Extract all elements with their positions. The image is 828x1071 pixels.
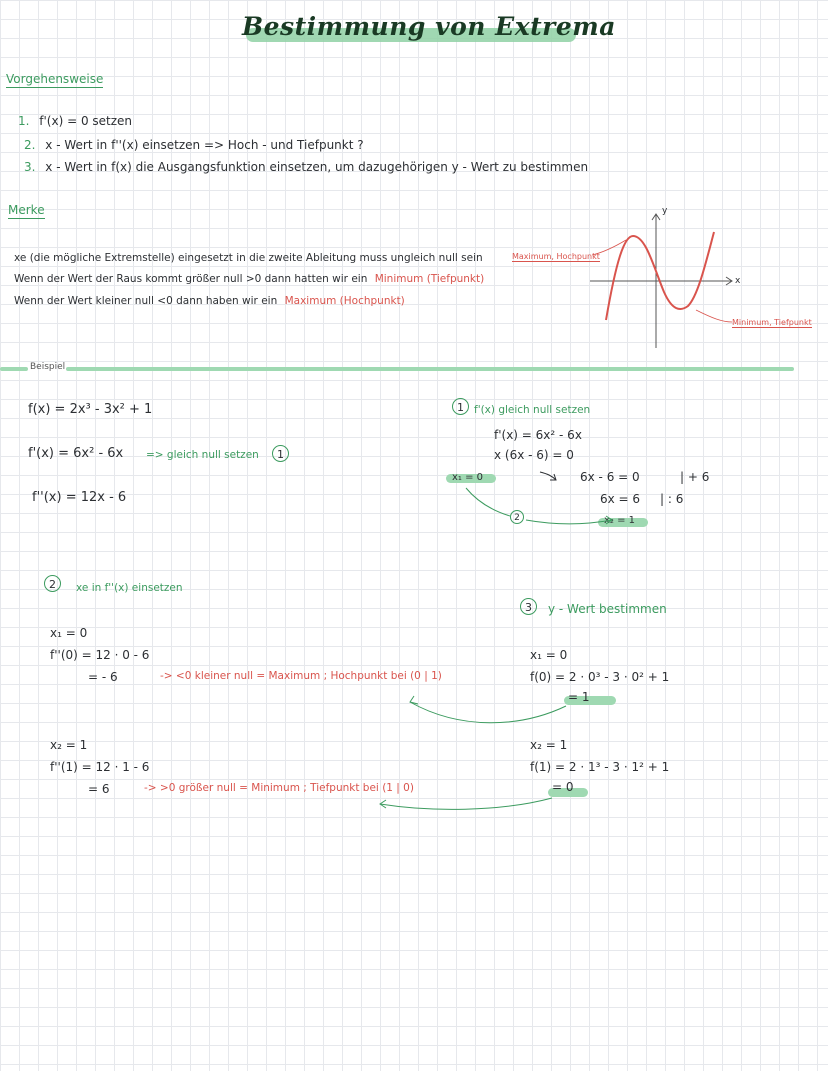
page-title: Bestimmung von Extrema — [242, 12, 616, 41]
function-f1: f'(x) = 6x² - 6x — [28, 446, 124, 461]
step2-b2: f''(1) = 12 · 1 - 6 — [50, 760, 150, 774]
step-2-num: 2. — [24, 138, 36, 152]
graph-x-label: x — [735, 276, 741, 286]
merke-line-2-text: Wenn der Wert der Raus kommt größer null >0 dann hatten wir ein — [14, 273, 368, 285]
step-3-text: x - Wert in f(x) die Ausgangsfunktion einsetzen, um dazugehörigen y - Wert zu bestimmen — [45, 160, 589, 174]
step3-a1: x₁ = 0 — [530, 648, 568, 662]
step2-b3: = 6 — [88, 782, 110, 796]
step1-l4: 6x = 6 — [600, 492, 641, 506]
step1-circle: 1 — [452, 398, 469, 415]
step2-title: xe in f''(x) einsetzen — [76, 582, 183, 594]
graph-max-label: Maximum, Hochpunkt — [512, 252, 600, 261]
step3-title: y - Wert bestimmen — [548, 602, 667, 616]
graph-y-label: y — [662, 206, 668, 216]
step1-title: f'(x) gleich null setzen — [474, 404, 591, 416]
step2-a2: f''(0) = 12 · 0 - 6 — [50, 648, 150, 662]
step2-circle: 2 — [44, 575, 61, 592]
function-f2: f''(x) = 12x - 6 — [32, 490, 127, 505]
step1-x1: x₁ = 0 — [452, 472, 484, 483]
function-f: f(x) = 2x³ - 3x² + 1 — [28, 402, 153, 417]
arrow-y2-to-tiefpunkt — [380, 798, 552, 809]
step1-l4b: | : 6 — [660, 492, 684, 506]
step2-b3-note: -> >0 größer null = Minimum ; Tiefpunkt bei (1 | 0) — [144, 782, 414, 794]
vorgehensweise-label: Vorgehensweise — [6, 72, 104, 86]
merke-line-1-text: xe (die mögliche Extremstelle) eingesetzt in die zweite Ableitung muss ungleich null sein — [14, 252, 483, 264]
graph-min-label: Minimum, Tiefpunkt — [732, 318, 812, 327]
merke-maximum: Maximum (Hochpunkt) — [284, 295, 405, 307]
step-2-text: x - Wert in f''(x) einsetzen => Hoch - und Tiefpunkt ? — [45, 138, 364, 152]
step1-l3: 6x - 6 = 0 — [580, 470, 640, 484]
step3-b2: f(1) = 2 · 1³ - 3 · 1² + 1 — [530, 760, 670, 774]
step3-a2: f(0) = 2 · 0³ - 3 · 0² + 1 — [530, 670, 670, 684]
step1-x2: x₂ = 1 — [604, 515, 636, 526]
step1-l1: f'(x) = 6x² - 6x — [494, 428, 582, 442]
merke-line-3-text: Wenn der Wert kleiner null <0 dann haben wir ein — [14, 295, 278, 307]
step2-a3-note: -> <0 kleiner null = Maximum ; Hochpunkt bei (0 | 1) — [160, 670, 442, 682]
step-1-num: 1. — [18, 114, 30, 128]
merke-minimum: Minimum (Tiefpunkt) — [374, 273, 485, 285]
arrow-y1-to-hochpunkt — [410, 702, 566, 723]
merke-label: Merke — [8, 203, 45, 217]
step1-circle2: 2 — [510, 510, 524, 524]
step1-l3b: | + 6 — [680, 470, 710, 484]
step2-a3: = - 6 — [88, 670, 118, 684]
f1-note: => gleich null setzen — [146, 449, 259, 461]
arrow-y1-head — [410, 696, 418, 704]
beispiel-label: Beispiel — [30, 362, 66, 372]
step-3-num: 3. — [24, 160, 36, 174]
step1-l2: x (6x - 6) = 0 — [494, 448, 574, 462]
step3-b1: x₂ = 1 — [530, 738, 568, 752]
f1-circle: 1 — [272, 445, 289, 462]
step3-b3: = 0 — [552, 780, 574, 794]
step3-a3: = 1 — [568, 690, 590, 704]
step-1-text: f'(x) = 0 setzen — [39, 114, 133, 128]
step2-b1: x₂ = 1 — [50, 738, 88, 752]
step2-a1: x₁ = 0 — [50, 626, 88, 640]
step3-circle: 3 — [520, 598, 537, 615]
